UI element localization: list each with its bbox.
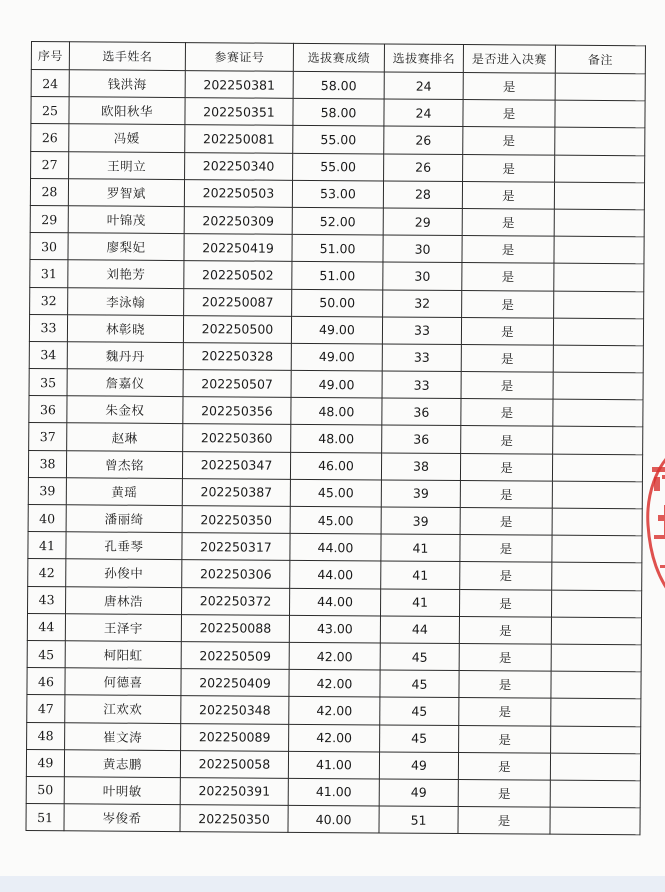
- cell-prelim-score: 41.00: [288, 778, 379, 806]
- cell-advance-to-final: 是: [459, 616, 551, 644]
- red-seal-stamp: [636, 445, 665, 605]
- table-row: [27, 613, 641, 644]
- cell-prelim-rank: 39: [381, 480, 460, 508]
- cell-contestant-name: 何德喜: [65, 668, 181, 696]
- cell-remarks: [553, 399, 643, 427]
- cell-entry-id: 202250391: [180, 777, 288, 805]
- cell-prelim-rank: 24: [384, 99, 463, 127]
- cell-entry-id: 202250350: [182, 506, 290, 534]
- cell-prelim-score: 52.00: [292, 207, 383, 235]
- cell-contestant-name: 潘丽绮: [66, 505, 182, 533]
- cell-advance-to-final: 是: [459, 725, 551, 753]
- cell-prelim-score: 44.00: [289, 588, 380, 616]
- cell-contestant-name: 江欢欢: [65, 695, 181, 723]
- cell-serial-number: 40: [28, 504, 66, 531]
- cell-remarks: [552, 535, 642, 563]
- cell-prelim-score: 58.00: [293, 71, 384, 99]
- table-row: [31, 151, 645, 182]
- cell-serial-number: 25: [31, 97, 69, 124]
- cell-remarks: [551, 644, 641, 672]
- cell-prelim-rank: 30: [383, 235, 462, 263]
- cell-serial-number: 26: [31, 124, 69, 151]
- cell-remarks: [553, 318, 643, 346]
- cell-serial-number: 47: [27, 695, 65, 722]
- cell-entry-id: 202250087: [184, 288, 292, 316]
- cell-entry-id: 202250507: [183, 370, 291, 398]
- cell-advance-to-final: 是: [459, 643, 551, 671]
- cell-entry-id: 202250356: [183, 397, 291, 425]
- cell-prelim-rank: 30: [383, 262, 462, 290]
- cell-remarks: [551, 617, 641, 645]
- cell-entry-id: 202250058: [180, 750, 288, 778]
- cell-serial-number: 41: [28, 532, 66, 559]
- cell-contestant-name: 李泳翰: [68, 287, 184, 315]
- table-row: [27, 668, 641, 699]
- cell-prelim-rank: 36: [382, 425, 461, 453]
- cell-serial-number: 24: [31, 70, 69, 97]
- cell-prelim-rank: 33: [382, 344, 461, 372]
- table-row: [30, 260, 644, 291]
- cell-contestant-name: 叶锦茂: [68, 206, 184, 234]
- cell-prelim-rank: 45: [380, 724, 459, 752]
- cell-contestant-name: 黄瑶: [66, 478, 182, 506]
- cell-remarks: [554, 263, 644, 291]
- viewer-bottom-strip: [0, 876, 665, 892]
- table-row: [27, 640, 641, 671]
- cell-prelim-score: 48.00: [291, 425, 382, 453]
- cell-prelim-rank: 45: [380, 643, 459, 671]
- header-advance-to-final: 是否进入决赛: [463, 45, 555, 74]
- cell-prelim-rank: 51: [379, 806, 458, 834]
- table-row: [31, 124, 645, 155]
- cell-prelim-score: 49.00: [291, 343, 382, 371]
- table-row: [30, 287, 644, 318]
- cell-prelim-rank: 26: [384, 126, 463, 154]
- cell-serial-number: 51: [26, 804, 64, 831]
- cell-entry-id: 202250351: [185, 98, 293, 126]
- cell-entry-id: 202250509: [181, 642, 289, 670]
- cell-serial-number: 43: [28, 586, 66, 613]
- cell-entry-id: 202250088: [181, 614, 289, 642]
- table-row: [29, 341, 643, 372]
- cell-remarks: [555, 73, 645, 101]
- cell-serial-number: 28: [30, 178, 68, 205]
- cell-serial-number: 37: [29, 423, 67, 450]
- cell-contestant-name: 崔文涛: [65, 722, 181, 750]
- table-row: [28, 477, 642, 508]
- cell-contestant-name: 林彰晓: [67, 314, 183, 342]
- cell-remarks: [553, 372, 643, 400]
- cell-prelim-score: 40.00: [288, 805, 379, 833]
- cell-advance-to-final: 是: [461, 372, 553, 400]
- cell-contestant-name: 孔垂琴: [66, 532, 182, 560]
- cell-prelim-score: 55.00: [293, 126, 384, 154]
- table-row: [31, 70, 645, 101]
- cell-entry-id: 202250409: [181, 669, 289, 697]
- cell-prelim-rank: 45: [380, 697, 459, 725]
- cell-contestant-name: 王泽宇: [65, 614, 181, 642]
- cell-remarks: [550, 807, 640, 835]
- cell-prelim-rank: 41: [381, 561, 460, 589]
- cell-serial-number: 36: [29, 396, 67, 423]
- table-row: [29, 423, 643, 454]
- cell-prelim-rank: 33: [382, 317, 461, 345]
- cell-prelim-score: 44.00: [290, 534, 381, 562]
- table-row: [30, 233, 644, 264]
- cell-contestant-name: 廖梨妃: [68, 233, 184, 261]
- cell-serial-number: 38: [28, 450, 66, 477]
- cell-serial-number: 33: [29, 314, 67, 341]
- cell-entry-id: 202250347: [182, 451, 290, 479]
- cell-advance-to-final: 是: [463, 73, 555, 101]
- cell-contestant-name: 叶明敏: [64, 777, 180, 805]
- cell-advance-to-final: 是: [459, 698, 551, 726]
- cell-advance-to-final: 是: [462, 290, 554, 318]
- cell-serial-number: 42: [28, 559, 66, 586]
- cell-advance-to-final: 是: [461, 399, 553, 427]
- cell-remarks: [551, 590, 641, 618]
- cell-remarks: [550, 780, 640, 808]
- cell-prelim-rank: 26: [384, 154, 463, 182]
- cell-prelim-score: 46.00: [290, 452, 381, 480]
- table-row: [27, 722, 641, 753]
- table-row: [28, 586, 642, 617]
- cell-prelim-score: 41.00: [288, 751, 379, 779]
- cell-prelim-score: 42.00: [289, 642, 380, 670]
- cell-prelim-rank: 44: [380, 616, 459, 644]
- cell-prelim-score: 45.00: [290, 506, 381, 534]
- cell-prelim-score: 42.00: [289, 724, 380, 752]
- cell-entry-id: 202250348: [181, 696, 289, 724]
- cell-contestant-name: 罗智斌: [68, 179, 184, 207]
- cell-entry-id: 202250309: [184, 207, 292, 235]
- cell-contestant-name: 钱洪海: [69, 70, 185, 98]
- cell-prelim-rank: 41: [381, 534, 460, 562]
- cell-prelim-score: 42.00: [289, 669, 380, 697]
- cell-prelim-rank: 49: [379, 752, 458, 780]
- cell-serial-number: 32: [30, 287, 68, 314]
- cell-prelim-rank: 39: [381, 507, 460, 535]
- header-entry-id: 参赛证号: [185, 43, 293, 72]
- header-prelim-rank: 选拔赛排名: [384, 44, 463, 73]
- cell-remarks: [554, 182, 644, 210]
- cell-prelim-score: 51.00: [292, 234, 383, 262]
- cell-advance-to-final: 是: [462, 181, 554, 209]
- cell-remarks: [552, 454, 642, 482]
- cell-prelim-rank: 28: [383, 181, 462, 209]
- cell-advance-to-final: 是: [463, 127, 555, 155]
- cell-contestant-name: 孙俊中: [66, 559, 182, 587]
- cell-prelim-score: 48.00: [291, 398, 382, 426]
- cell-advance-to-final: 是: [461, 317, 553, 345]
- cell-remarks: [552, 481, 642, 509]
- cell-advance-to-final: 是: [462, 208, 554, 236]
- cell-serial-number: 44: [27, 613, 65, 640]
- cell-advance-to-final: 是: [460, 480, 552, 508]
- cell-advance-to-final: 是: [462, 263, 554, 291]
- cell-remarks: [552, 563, 642, 591]
- table-row: [26, 749, 640, 780]
- cell-entry-id: 202250419: [184, 234, 292, 262]
- header-prelim-score: 选拔赛成绩: [293, 43, 384, 72]
- table-row: [28, 532, 642, 563]
- cell-prelim-score: 42.00: [289, 697, 380, 725]
- cell-contestant-name: 魏丹丹: [67, 342, 183, 370]
- cell-advance-to-final: 是: [462, 236, 554, 264]
- cell-prelim-score: 50.00: [292, 289, 383, 317]
- cell-serial-number: 49: [26, 749, 64, 776]
- cell-serial-number: 50: [26, 776, 64, 803]
- table-row: [29, 314, 643, 345]
- cell-remarks: [552, 508, 642, 536]
- cell-advance-to-final: 是: [459, 671, 551, 699]
- cell-prelim-rank: 32: [383, 289, 462, 317]
- cell-advance-to-final: 是: [458, 807, 550, 835]
- cell-advance-to-final: 是: [461, 344, 553, 372]
- cell-remarks: [550, 753, 640, 781]
- header-remarks: 备注: [555, 45, 645, 74]
- cell-prelim-score: 55.00: [293, 153, 384, 181]
- cell-remarks: [555, 155, 645, 183]
- cell-serial-number: 45: [27, 640, 65, 667]
- cell-prelim-score: 45.00: [290, 479, 381, 507]
- cell-contestant-name: 曾杰铭: [66, 450, 182, 478]
- cell-prelim-rank: 49: [379, 779, 458, 807]
- cell-prelim-rank: 36: [382, 398, 461, 426]
- cell-entry-id: 202250089: [181, 723, 289, 751]
- cell-entry-id: 202250500: [183, 315, 291, 343]
- cell-advance-to-final: 是: [458, 752, 550, 780]
- header-contestant-name: 选手姓名: [69, 42, 185, 71]
- cell-entry-id: 202250372: [182, 587, 290, 615]
- cell-entry-id: 202250306: [182, 560, 290, 588]
- cell-contestant-name: 王明立: [69, 151, 185, 179]
- cell-remarks: [554, 236, 644, 264]
- cell-contestant-name: 黄志鹏: [64, 749, 180, 777]
- cell-entry-id: 202250387: [182, 478, 290, 506]
- cell-remarks: [553, 427, 643, 455]
- cell-advance-to-final: 是: [460, 562, 552, 590]
- cell-serial-number: 39: [28, 477, 66, 504]
- cell-remarks: [551, 671, 641, 699]
- cell-contestant-name: 唐林浩: [66, 586, 182, 614]
- cell-entry-id: 202250081: [185, 125, 293, 153]
- cell-prelim-rank: 24: [384, 72, 463, 100]
- cell-remarks: [554, 291, 644, 319]
- cell-remarks: [555, 100, 645, 128]
- cell-prelim-rank: 41: [380, 589, 459, 617]
- table-row: [30, 205, 644, 236]
- cell-contestant-name: 冯媛: [69, 124, 185, 152]
- cell-entry-id: 202250503: [184, 179, 292, 207]
- cell-remarks: [555, 128, 645, 156]
- cell-serial-number: 29: [30, 205, 68, 232]
- cell-contestant-name: 欧阳秋华: [69, 97, 185, 125]
- cell-prelim-rank: 38: [381, 453, 460, 481]
- header-serial-number: 序号: [31, 42, 69, 70]
- cell-remarks: [551, 726, 641, 754]
- cell-contestant-name: 詹嘉仪: [67, 369, 183, 397]
- cell-prelim-rank: 29: [383, 208, 462, 236]
- table-row: [31, 97, 645, 128]
- cell-entry-id: 202250360: [183, 424, 291, 452]
- table-header-row: [31, 42, 645, 74]
- cell-advance-to-final: 是: [460, 535, 552, 563]
- cell-entry-id: 202250317: [182, 533, 290, 561]
- cell-contestant-name: 朱金权: [67, 396, 183, 424]
- table-row: [26, 776, 640, 807]
- cell-advance-to-final: 是: [463, 100, 555, 128]
- cell-entry-id: 202250340: [185, 152, 293, 180]
- cell-prelim-score: 44.00: [290, 561, 381, 589]
- cell-serial-number: 27: [31, 151, 69, 178]
- cell-prelim-score: 53.00: [292, 180, 383, 208]
- cell-remarks: [553, 345, 643, 373]
- cell-serial-number: 35: [29, 369, 67, 396]
- table-row: [29, 369, 643, 400]
- cell-entry-id: 202250381: [185, 71, 293, 99]
- cell-contestant-name: 刘艳芳: [68, 260, 184, 288]
- cell-prelim-rank: 33: [382, 371, 461, 399]
- cell-entry-id: 202250328: [183, 342, 291, 370]
- cell-advance-to-final: 是: [458, 779, 550, 807]
- table-row: [29, 396, 643, 427]
- cell-entry-id: 202250350: [180, 805, 288, 833]
- cell-advance-to-final: 是: [463, 154, 555, 182]
- cell-advance-to-final: 是: [459, 589, 551, 617]
- cell-serial-number: 30: [30, 233, 68, 260]
- cell-prelim-score: 49.00: [291, 316, 382, 344]
- cell-serial-number: 48: [27, 722, 65, 749]
- cell-advance-to-final: 是: [460, 508, 552, 536]
- cell-advance-to-final: 是: [461, 426, 553, 454]
- cell-entry-id: 202250502: [184, 261, 292, 289]
- table-row: [30, 178, 644, 209]
- cell-advance-to-final: 是: [460, 453, 552, 481]
- cell-remarks: [554, 209, 644, 237]
- cell-prelim-score: 43.00: [289, 615, 380, 643]
- cell-prelim-rank: 45: [380, 670, 459, 698]
- cell-contestant-name: 赵琳: [67, 423, 183, 451]
- cell-serial-number: 46: [27, 668, 65, 695]
- cell-prelim-score: 49.00: [291, 370, 382, 398]
- cell-contestant-name: 岑俊希: [64, 804, 180, 832]
- cell-prelim-score: 51.00: [292, 262, 383, 290]
- cell-prelim-score: 58.00: [293, 99, 384, 127]
- table-row: [26, 804, 640, 835]
- table-row: [28, 450, 642, 481]
- results-table: [25, 41, 646, 836]
- cell-serial-number: 34: [29, 341, 67, 368]
- cell-serial-number: 31: [30, 260, 68, 287]
- table-row: [27, 695, 641, 726]
- cell-remarks: [551, 698, 641, 726]
- table-row: [28, 559, 642, 590]
- table-row: [28, 504, 642, 535]
- cell-contestant-name: 柯阳虹: [65, 641, 181, 669]
